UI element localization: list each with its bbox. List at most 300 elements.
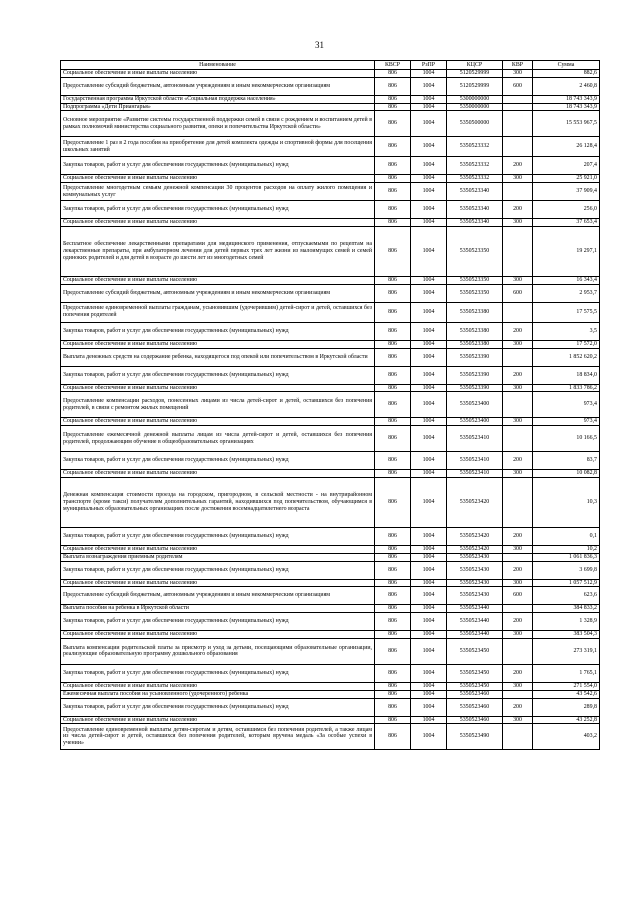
cell-kcsr: 5350523460 <box>447 716 503 724</box>
cell-sum: 37 909,4 <box>533 183 600 201</box>
cell-kcsr: 5350523420 <box>447 477 503 527</box>
cell-rzpr: 1004 <box>411 418 447 426</box>
cell-sum: 10 082,8 <box>533 470 600 478</box>
cell-name: Социальное обеспечение и иные выплаты населению <box>61 340 375 348</box>
cell-name: Выплата компенсации родительской платы за присмотр и уход за детьми, посещающими образовательные организации, реализующие образовательную программу дошкольного образования <box>61 638 375 664</box>
cell-kvsr: 806 <box>375 682 411 690</box>
cell-sum: 15 553 967,5 <box>533 111 600 137</box>
cell-kvr: 300 <box>503 579 533 587</box>
cell-kvr: 300 <box>503 175 533 183</box>
table-row <box>61 587 600 605</box>
cell-name: Закупка товаров, работ и услуг для обеспечения государственных (муниципальных) нужд <box>61 698 375 716</box>
table-row <box>61 175 600 183</box>
cell-sum: 403,2 <box>533 724 600 750</box>
cell-name: Социальное обеспечение и иные выплаты населению <box>61 276 375 284</box>
cell-name: Закупка товаров, работ и услуг для обеспечения государственных (муниципальных) нужд <box>61 613 375 631</box>
cell-kvsr: 806 <box>375 605 411 613</box>
cell-kvr: 300 <box>503 716 533 724</box>
cell-kcsr: 5350523380 <box>447 302 503 322</box>
cell-name: Социальное обеспечение и иные выплаты населению <box>61 631 375 639</box>
cell-kvsr: 806 <box>375 716 411 724</box>
cell-kcsr: 5350000000 <box>447 103 503 111</box>
table-row <box>61 698 600 716</box>
cell-sum: 16 343,4 <box>533 276 600 284</box>
cell-kvsr: 806 <box>375 103 411 111</box>
cell-rzpr: 1004 <box>411 579 447 587</box>
cell-kcsr: 5350523450 <box>447 682 503 690</box>
cell-sum: 1 833 786,2 <box>533 384 600 392</box>
cell-name: Социальное обеспечение и иные выплаты населению <box>61 70 375 78</box>
cell-kvsr: 806 <box>375 477 411 527</box>
cell-kvr <box>503 605 533 613</box>
cell-rzpr: 1004 <box>411 77 447 95</box>
cell-kvr: 200 <box>503 322 533 340</box>
cell-kcsr: 5350523380 <box>447 322 503 340</box>
cell-rzpr: 1004 <box>411 452 447 470</box>
table-row <box>61 579 600 587</box>
column-header-name: Наименование <box>61 61 375 70</box>
cell-name: Выплата пособия на ребенка в Иркутской области <box>61 605 375 613</box>
column-header-kcsr: КЦСР <box>447 61 503 70</box>
cell-kvr <box>503 95 533 103</box>
cell-kvr: 200 <box>503 452 533 470</box>
cell-kvsr: 806 <box>375 340 411 348</box>
cell-rzpr: 1004 <box>411 276 447 284</box>
table-row <box>61 201 600 219</box>
table-row <box>61 392 600 418</box>
cell-kvr: 200 <box>503 613 533 631</box>
table-row <box>61 103 600 111</box>
cell-rzpr: 1004 <box>411 698 447 716</box>
cell-kvsr: 806 <box>375 183 411 201</box>
table-row <box>61 605 600 613</box>
cell-kvsr: 806 <box>375 137 411 157</box>
cell-sum: 207,4 <box>533 157 600 175</box>
table-row <box>61 157 600 175</box>
cell-kcsr: 5350523420 <box>447 545 503 553</box>
table-row <box>61 638 600 664</box>
cell-name: Бесплатное обеспечение лекарственными препаратами для медицинского применения, отпускаемыми по рецептам на лекарственные препараты, при амбулаторном лечении для детей первых трех лет жизни из малоимущих семей и семей одиноких родителей и для детей в возрасте до шести лет из многодетных семей <box>61 226 375 276</box>
cell-kcsr: 5350523430 <box>447 561 503 579</box>
cell-kvsr: 806 <box>375 111 411 137</box>
cell-sum: 18 743 343,9 <box>533 95 600 103</box>
cell-kcsr: 5350523390 <box>447 366 503 384</box>
cell-name: Закупка товаров, работ и услуг для обеспечения государственных (муниципальных) нужд <box>61 201 375 219</box>
cell-kvsr: 806 <box>375 470 411 478</box>
cell-kvsr: 806 <box>375 698 411 716</box>
cell-kcsr: 5350523390 <box>447 384 503 392</box>
cell-rzpr: 1004 <box>411 175 447 183</box>
cell-kvr: 200 <box>503 698 533 716</box>
cell-sum: 25 921,0 <box>533 175 600 183</box>
cell-kvsr: 806 <box>375 613 411 631</box>
cell-kvr: 300 <box>503 631 533 639</box>
cell-name: Основное мероприятие «Развитие системы государственной поддержки семей в связи с рождением и воспитанием детей в рамках полномочий министерства социального развития, опеки и попечительства Иркутской области» <box>61 111 375 137</box>
cell-sum: 2 953,7 <box>533 284 600 302</box>
cell-sum: 37 653,4 <box>533 219 600 227</box>
cell-kvsr: 806 <box>375 664 411 682</box>
cell-name: Выплата вознаграждения приемным родителям <box>61 553 375 561</box>
cell-kcsr: 5350523340 <box>447 219 503 227</box>
cell-rzpr: 1004 <box>411 111 447 137</box>
table-row <box>61 527 600 545</box>
table-row <box>61 664 600 682</box>
cell-kcsr: 5350523340 <box>447 183 503 201</box>
cell-rzpr: 1004 <box>411 587 447 605</box>
cell-kvr: 200 <box>503 664 533 682</box>
column-header-sum: Сумма <box>533 61 600 70</box>
table-row <box>61 276 600 284</box>
cell-kvr <box>503 553 533 561</box>
cell-rzpr: 1004 <box>411 137 447 157</box>
cell-kcsr: 5350523490 <box>447 724 503 750</box>
cell-name: Социальное обеспечение и иные выплаты населению <box>61 682 375 690</box>
cell-kcsr: 5350523440 <box>447 605 503 613</box>
table-row <box>61 631 600 639</box>
cell-name: Государственная программа Иркутской области «Социальная поддержка населения» <box>61 95 375 103</box>
cell-kcsr: 5350523460 <box>447 698 503 716</box>
cell-sum: 3 699,8 <box>533 561 600 579</box>
cell-kcsr: 5350523450 <box>447 664 503 682</box>
cell-kvr <box>503 183 533 201</box>
cell-sum: 83,7 <box>533 452 600 470</box>
cell-kvsr: 806 <box>375 366 411 384</box>
cell-name: Предоставление субсидий бюджетным, автономным учреждениям и иным некоммерческим организациям <box>61 587 375 605</box>
cell-kvsr: 806 <box>375 553 411 561</box>
cell-kvsr: 806 <box>375 70 411 78</box>
cell-kcsr: 5350523350 <box>447 284 503 302</box>
table-row <box>61 384 600 392</box>
cell-name: Социальное обеспечение и иные выплаты населению <box>61 470 375 478</box>
cell-kvsr: 806 <box>375 219 411 227</box>
cell-name: Предоставление субсидий бюджетным, автономным учреждениям и иным некоммерческим организациям <box>61 284 375 302</box>
cell-name: Предоставление ежемесячной денежной выплаты лицам из числа детей-сирот и детей, оставшихся без попечения родителей, продолжающим обучение в общеобразовательных организациях <box>61 426 375 452</box>
cell-rzpr: 1004 <box>411 426 447 452</box>
cell-kcsr: 5350523332 <box>447 137 503 157</box>
cell-kvsr: 806 <box>375 527 411 545</box>
cell-kvr: 300 <box>503 470 533 478</box>
cell-kcsr: 5350523430 <box>447 579 503 587</box>
cell-name: Социальное обеспечение и иные выплаты населению <box>61 418 375 426</box>
column-header-kvr: КВР <box>503 61 533 70</box>
cell-name: Предоставление единовременной выплаты гражданам, усыновившим (удочерившим) детей-сирот и детей, оставшихся без попечения родителей <box>61 302 375 322</box>
cell-rzpr: 1004 <box>411 682 447 690</box>
cell-rzpr: 1004 <box>411 613 447 631</box>
cell-kcsr: 5350523420 <box>447 527 503 545</box>
cell-rzpr: 1004 <box>411 70 447 78</box>
cell-rzpr: 1004 <box>411 103 447 111</box>
cell-sum: 1 765,1 <box>533 664 600 682</box>
cell-kcsr: 5350523430 <box>447 553 503 561</box>
cell-kvr <box>503 690 533 698</box>
cell-kvsr: 806 <box>375 226 411 276</box>
cell-kvr: 300 <box>503 384 533 392</box>
table-row <box>61 348 600 366</box>
table-row <box>61 452 600 470</box>
cell-kcsr: 5350523400 <box>447 392 503 418</box>
cell-name: Закупка товаров, работ и услуг для обеспечения государственных (муниципальных) нужд <box>61 452 375 470</box>
cell-kvsr: 806 <box>375 302 411 322</box>
cell-kvsr: 806 <box>375 95 411 103</box>
cell-sum: 17 572,0 <box>533 340 600 348</box>
cell-name: Социальное обеспечение и иные выплаты населению <box>61 219 375 227</box>
cell-sum: 1 852 620,2 <box>533 348 600 366</box>
cell-sum: 1 328,9 <box>533 613 600 631</box>
cell-kvr: 200 <box>503 527 533 545</box>
cell-rzpr: 1004 <box>411 302 447 322</box>
cell-kcsr: 5120529999 <box>447 70 503 78</box>
table-row <box>61 553 600 561</box>
cell-kcsr: 5350523332 <box>447 175 503 183</box>
cell-kvr: 600 <box>503 587 533 605</box>
cell-rzpr: 1004 <box>411 561 447 579</box>
cell-kvr: 200 <box>503 561 533 579</box>
cell-kvsr: 806 <box>375 426 411 452</box>
cell-rzpr: 1004 <box>411 690 447 698</box>
table-row <box>61 70 600 78</box>
cell-sum: 384 833,2 <box>533 605 600 613</box>
cell-rzpr: 1004 <box>411 157 447 175</box>
cell-kvsr: 806 <box>375 638 411 664</box>
cell-kvsr: 806 <box>375 322 411 340</box>
table-row <box>61 690 600 698</box>
cell-kvr <box>503 724 533 750</box>
cell-name: Подпрограмма «Дети Приангарья» <box>61 103 375 111</box>
cell-kvsr: 806 <box>375 77 411 95</box>
cell-sum: 1 061 836,3 <box>533 553 600 561</box>
cell-name: Социальное обеспечение и иные выплаты населению <box>61 384 375 392</box>
cell-sum: 383 504,3 <box>533 631 600 639</box>
table-row <box>61 77 600 95</box>
cell-kvr: 200 <box>503 366 533 384</box>
column-header-kvsr: КВСР <box>375 61 411 70</box>
cell-kcsr: 5350523460 <box>447 690 503 698</box>
cell-sum: 0,1 <box>533 527 600 545</box>
cell-name: Закупка товаров, работ и услуг для обеспечения государственных (муниципальных) нужд <box>61 664 375 682</box>
cell-sum: 973,4 <box>533 418 600 426</box>
cell-rzpr: 1004 <box>411 724 447 750</box>
cell-kcsr: 5350523350 <box>447 226 503 276</box>
cell-sum: 43 252,8 <box>533 716 600 724</box>
cell-sum: 256,0 <box>533 201 600 219</box>
table-row <box>61 183 600 201</box>
cell-sum: 623,6 <box>533 587 600 605</box>
cell-rzpr: 1004 <box>411 322 447 340</box>
cell-kvsr: 806 <box>375 201 411 219</box>
cell-kcsr: 5350523450 <box>447 638 503 664</box>
cell-kvr: 300 <box>503 70 533 78</box>
cell-kvr: 600 <box>503 284 533 302</box>
cell-sum: 18 834,0 <box>533 366 600 384</box>
cell-kvsr: 806 <box>375 631 411 639</box>
cell-rzpr: 1004 <box>411 477 447 527</box>
cell-sum: 19 297,1 <box>533 226 600 276</box>
cell-name: Закупка товаров, работ и услуг для обеспечения государственных (муниципальных) нужд <box>61 322 375 340</box>
cell-rzpr: 1004 <box>411 470 447 478</box>
cell-name: Предоставление 1 раз в 2 года пособия на приобретение для детей комплекта одежды и спортивной формы для посещения школьных занятий <box>61 137 375 157</box>
cell-kcsr: 5350523380 <box>447 340 503 348</box>
cell-rzpr: 1004 <box>411 664 447 682</box>
table-row <box>61 366 600 384</box>
cell-name: Денежная компенсация стоимости проезда на городском, пригородном, в сельской местности - на внутрирайонном транспорте (кроме такси) получателям дополнительных гарантий, находившихся под попечительством, обучающимся в муниципальных образовательных организациях после достижения восемнадцатилетнего возраста <box>61 477 375 527</box>
cell-rzpr: 1004 <box>411 226 447 276</box>
cell-kvsr: 806 <box>375 284 411 302</box>
cell-sum: 26 128,4 <box>533 137 600 157</box>
column-header-rzpr: РзПР <box>411 61 447 70</box>
table-row <box>61 418 600 426</box>
cell-kvsr: 806 <box>375 276 411 284</box>
cell-name: Закупка товаров, работ и услуг для обеспечения государственных (муниципальных) нужд <box>61 527 375 545</box>
table-row <box>61 682 600 690</box>
cell-kvr <box>503 426 533 452</box>
cell-sum: 273 319,1 <box>533 638 600 664</box>
cell-kvr: 300 <box>503 219 533 227</box>
cell-rzpr: 1004 <box>411 219 447 227</box>
cell-sum: 10 166,5 <box>533 426 600 452</box>
cell-rzpr: 1004 <box>411 392 447 418</box>
cell-rzpr: 1004 <box>411 366 447 384</box>
cell-name: Социальное обеспечение и иные выплаты населению <box>61 716 375 724</box>
cell-kcsr: 5350523410 <box>447 470 503 478</box>
table-row <box>61 470 600 478</box>
table-row <box>61 226 600 276</box>
cell-sum: 17 575,5 <box>533 302 600 322</box>
cell-kcsr: 5350523340 <box>447 201 503 219</box>
table-row <box>61 219 600 227</box>
cell-kvr <box>503 103 533 111</box>
cell-sum: 973,4 <box>533 392 600 418</box>
cell-sum: 882,6 <box>533 70 600 78</box>
cell-kvsr: 806 <box>375 157 411 175</box>
page-number: 31 <box>315 40 324 50</box>
cell-kcsr: 5350523440 <box>447 613 503 631</box>
cell-name: Предоставление субсидий бюджетным, автономным учреждениям и иным некоммерческим организациям <box>61 77 375 95</box>
cell-rzpr: 1004 <box>411 527 447 545</box>
cell-rzpr: 1004 <box>411 638 447 664</box>
cell-kvsr: 806 <box>375 561 411 579</box>
cell-name: Социальное обеспечение и иные выплаты населению <box>61 175 375 183</box>
cell-kvr <box>503 638 533 664</box>
cell-name: Закупка товаров, работ и услуг для обеспечения государственных (муниципальных) нужд <box>61 561 375 579</box>
cell-kvr <box>503 348 533 366</box>
cell-name: Ежемесячная выплата пособия на усыновленного (удочеренного) ребенка <box>61 690 375 698</box>
cell-name: Предоставление многодетным семьям денежной компенсации 30 процентов расходов на оплату жилого помещения и коммунальных услуг <box>61 183 375 201</box>
cell-rzpr: 1004 <box>411 95 447 103</box>
table-header-row <box>61 61 600 70</box>
cell-rzpr: 1004 <box>411 348 447 366</box>
table-row <box>61 724 600 750</box>
cell-name: Закупка товаров, работ и услуг для обеспечения государственных (муниципальных) нужд <box>61 157 375 175</box>
cell-kcsr: 5350523332 <box>447 157 503 175</box>
cell-kcsr: 5350523400 <box>447 418 503 426</box>
cell-rzpr: 1004 <box>411 201 447 219</box>
cell-kvr: 300 <box>503 418 533 426</box>
cell-kvsr: 806 <box>375 348 411 366</box>
table-row <box>61 111 600 137</box>
cell-name: Предоставление компенсации расходов, понесенных лицами из числа детей-сирот и детей, оставшихся без попечения родителей, в связи с ремонтом жилых помещений <box>61 392 375 418</box>
table-row <box>61 302 600 322</box>
cell-kcsr: 5350500000 <box>447 111 503 137</box>
cell-kvr <box>503 111 533 137</box>
cell-kcsr: 5300000000 <box>447 95 503 103</box>
cell-kcsr: 5350523430 <box>447 587 503 605</box>
cell-kvsr: 806 <box>375 175 411 183</box>
table-row <box>61 545 600 553</box>
cell-rzpr: 1004 <box>411 716 447 724</box>
cell-kvsr: 806 <box>375 690 411 698</box>
cell-name: Закупка товаров, работ и услуг для обеспечения государственных (муниципальных) нужд <box>61 366 375 384</box>
table-row <box>61 561 600 579</box>
cell-kvr <box>503 302 533 322</box>
budget-table <box>60 60 600 750</box>
cell-sum: 3,5 <box>533 322 600 340</box>
cell-kvr: 300 <box>503 682 533 690</box>
cell-name: Предоставление единовременной выплаты детям-сиротам и детям, оставшимся без попечения родителей, а также лицам из числа детей-сирот и детей, оставшихся без попечения родителей, которым вручена медаль «За особые успехи в учении» <box>61 724 375 750</box>
cell-sum: 18 743 343,9 <box>533 103 600 111</box>
cell-sum: 2 460,8 <box>533 77 600 95</box>
cell-sum: 1 057 512,9 <box>533 579 600 587</box>
cell-kvr <box>503 392 533 418</box>
cell-kvr <box>503 137 533 157</box>
cell-rzpr: 1004 <box>411 631 447 639</box>
cell-kcsr: 5120529999 <box>447 77 503 95</box>
cell-rzpr: 1004 <box>411 605 447 613</box>
cell-kcsr: 5350523390 <box>447 348 503 366</box>
cell-kvr: 600 <box>503 77 533 95</box>
cell-name: Социальное обеспечение и иные выплаты населению <box>61 545 375 553</box>
cell-kvsr: 806 <box>375 545 411 553</box>
cell-kvr: 300 <box>503 340 533 348</box>
cell-rzpr: 1004 <box>411 183 447 201</box>
cell-kvr: 300 <box>503 276 533 284</box>
cell-name: Социальное обеспечение и иные выплаты населению <box>61 579 375 587</box>
table-body <box>61 70 600 750</box>
cell-kvr: 300 <box>503 545 533 553</box>
cell-rzpr: 1004 <box>411 553 447 561</box>
cell-sum: 43 542,6 <box>533 690 600 698</box>
cell-name: Выплата денежных средств на содержание ребенка, находящегося под опекой или попечительством в Иркутской области <box>61 348 375 366</box>
cell-sum: 271 554,0 <box>533 682 600 690</box>
cell-rzpr: 1004 <box>411 340 447 348</box>
cell-rzpr: 1004 <box>411 384 447 392</box>
cell-kvsr: 806 <box>375 724 411 750</box>
cell-kvsr: 806 <box>375 452 411 470</box>
table-row <box>61 95 600 103</box>
table-row <box>61 322 600 340</box>
cell-kcsr: 5350523440 <box>447 631 503 639</box>
cell-kvr: 200 <box>503 201 533 219</box>
table-row <box>61 716 600 724</box>
cell-kvsr: 806 <box>375 392 411 418</box>
table-row <box>61 477 600 527</box>
table-row <box>61 426 600 452</box>
cell-kvsr: 806 <box>375 384 411 392</box>
cell-kvsr: 806 <box>375 587 411 605</box>
table-row <box>61 613 600 631</box>
table-row <box>61 137 600 157</box>
table-row <box>61 340 600 348</box>
cell-rzpr: 1004 <box>411 545 447 553</box>
cell-kcsr: 5350523350 <box>447 276 503 284</box>
cell-kcsr: 5350523410 <box>447 452 503 470</box>
cell-kvsr: 806 <box>375 579 411 587</box>
cell-kvr <box>503 477 533 527</box>
cell-rzpr: 1004 <box>411 284 447 302</box>
cell-sum: 10,2 <box>533 545 600 553</box>
cell-kcsr: 5350523410 <box>447 426 503 452</box>
cell-kvr: 200 <box>503 157 533 175</box>
cell-kvr <box>503 226 533 276</box>
